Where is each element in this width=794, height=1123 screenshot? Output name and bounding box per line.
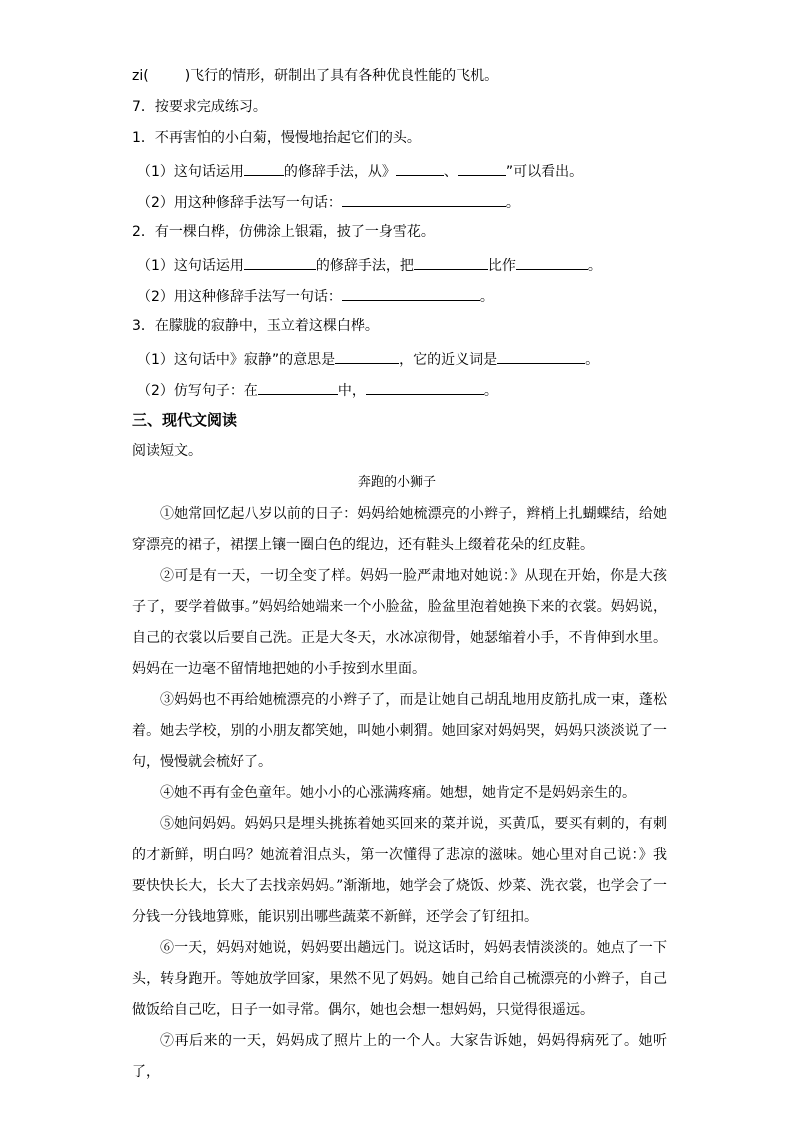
- answer-blank[interactable]: [244, 160, 284, 176]
- text-segment: （2）用这种修辞手法写一句话：: [137, 195, 342, 211]
- answer-blank[interactable]: [497, 348, 585, 364]
- q7-item2-part1: [137, 254, 602, 276]
- text-segment: 的修辞手法，把: [315, 258, 414, 274]
- answer-blank[interactable]: [342, 285, 480, 301]
- story-paragraph: ⑦再后来的一天，妈妈成了照片上的一个人。大家告诉她，妈妈得病死了。她听了，: [132, 1033, 667, 1080]
- q7-title: 7．按要求完成练习。: [132, 99, 267, 115]
- answer-blank[interactable]: [414, 254, 488, 270]
- pinyin-prefix: zi(: [132, 68, 149, 84]
- text-segment: 。: [505, 195, 520, 211]
- q7-item2-part2: [137, 285, 494, 307]
- story-paragraph: ②可是有一天，一切全变了样。妈妈一脸严肃地对她说：》从现在开始，你是大孩子了，要学着做事。”妈妈给她端来一个小脸盆，脸盆里泡着她换下来的衣裳。妈妈说，自己的衣裳以后要自己洗。正是大冬天，水冰凉彻骨，她瑟缩着小手，不肯伸到水里。妈妈在一边毫不留情地把她的小手按到水里面。: [132, 568, 667, 677]
- story-paragraph: ⑥一天，妈妈对她说，妈妈要出趟远门。说这话时，妈妈表情淡淡的。她点了一下头，转身跑开。等她放学回家，果然不见了妈妈。她自己给自己梳漂亮的小辫子，自己做饭给自己吃，日子一如寻常。偶尔，她也会想一想妈妈，只觉得很遥远。: [132, 940, 667, 1018]
- answer-blank[interactable]: [516, 254, 588, 270]
- text-segment: 的修辞手法，从》: [283, 164, 396, 180]
- reading-instruction: 阅读短文。: [132, 443, 202, 459]
- q7-item1-part1: [137, 160, 583, 182]
- answer-blank[interactable]: [244, 254, 316, 270]
- text-segment: 中，: [337, 383, 366, 399]
- story-paragraph: ⑤她问妈妈。妈妈只是埋头挑拣着她买回来的菜并说，买黄瓜，要买有刺的，有刺的才新鲜，明白吗？她流着泪点头，第一次懂得了悲凉的滋味。她心里对自己说：》我要快快长大，长大了去找亲妈妈。”渐渐地，她学会了烧饭、炒菜、洗衣裳，也学会了一分钱一分钱地算账，能识别出哪些蔬菜不新鲜，还学会了钉纽扣。: [132, 816, 667, 925]
- q7-item2-sentence: 2．有一棵白桦，仿佛涂上银霜，披了一身雪花。: [132, 224, 435, 240]
- story-body: [132, 499, 667, 1088]
- story-paragraph: ③妈妈也不再给她梳漂亮的小辫子了，而是让她自己胡乱地用皮筋扎成一束，蓬松着。她去学校，别的小朋友都笑她，叫她小刺猬。她回家对妈妈哭，妈妈只淡淡说了一句，慢慢就会梳好了。: [132, 692, 667, 770]
- text-segment: 。: [585, 352, 600, 368]
- answer-blank[interactable]: [366, 379, 484, 395]
- story-paragraph: ④她不再有金色童年。她小小的心涨满疼痛。她想，她肯定不是妈妈亲生的。: [160, 785, 636, 801]
- text-segment: 。: [479, 289, 494, 305]
- text-segment: 。: [587, 258, 602, 274]
- text-segment: （1）这句话中》寂静”的意思是: [137, 352, 336, 368]
- q6-continuation: [132, 66, 498, 86]
- text-segment: 。: [483, 383, 498, 399]
- text-segment: （1）这句话运用: [137, 164, 244, 180]
- answer-blank[interactable]: [458, 160, 506, 176]
- q7-item3-sentence: 3．在朦胧的寂静中，玉立着这棵白桦。: [132, 318, 379, 334]
- section-heading: 三、现代文阅读: [132, 411, 238, 429]
- q7-item3-part2: [137, 379, 498, 401]
- text-segment: ”可以看出。: [505, 164, 584, 180]
- q7-item1-sentence: 1．不再害怕的小白菊，慢慢地抬起它们的头。: [132, 130, 421, 146]
- q6-suffix: )飞行的情形，研制出了具有各种优良性能的飞机。: [184, 68, 499, 84]
- text-segment: 、: [443, 164, 458, 180]
- q7-item3-part1: [137, 348, 599, 370]
- text-segment: （1）这句话运用: [137, 258, 244, 274]
- answer-blank[interactable]: [396, 160, 444, 176]
- answer-blank[interactable]: [335, 348, 399, 364]
- text-segment: （2）用这种修辞手法写一句话：: [137, 289, 342, 305]
- q7-item1-part2: [137, 191, 520, 213]
- answer-blank[interactable]: [342, 191, 506, 207]
- text-segment: （2）仿写句子：在: [137, 383, 258, 399]
- text-segment: 比作: [487, 258, 516, 274]
- answer-blank[interactable]: [258, 379, 338, 395]
- story-paragraph: ①她常回忆起八岁以前的日子：妈妈给她梳漂亮的小辫子，辫梢上扎蝴蝶结，给她穿漂亮的裙子，裙摆上镶一圈白色的绲边，还有鞋头上缀着花朵的红皮鞋。: [132, 506, 667, 553]
- story-title: 奔跑的小狮子: [357, 475, 436, 490]
- text-segment: ，它的近义词是: [399, 352, 498, 368]
